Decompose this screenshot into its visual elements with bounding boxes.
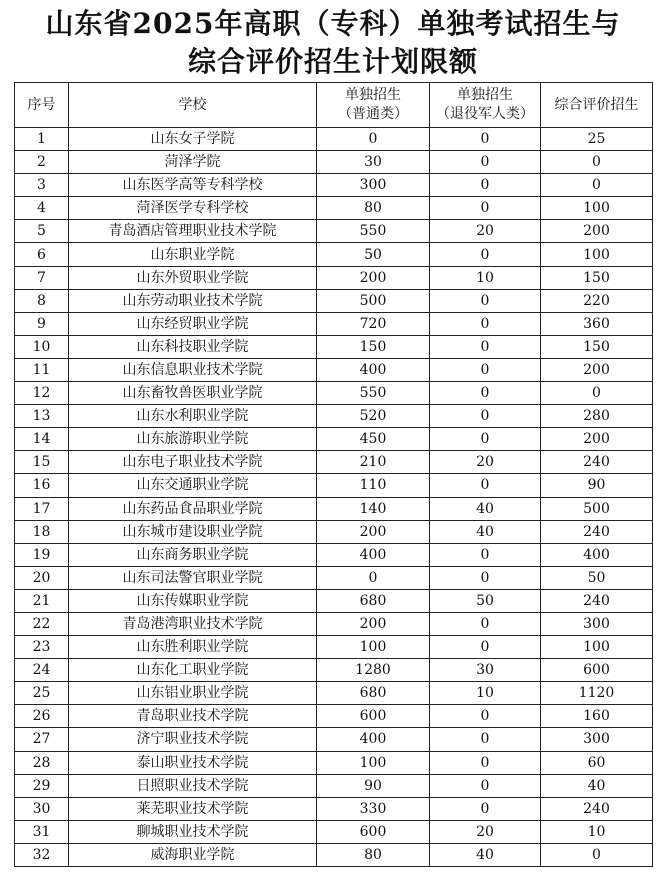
cell-single-veteran: 20 — [430, 451, 541, 474]
cell-comprehensive: 280 — [541, 405, 653, 428]
cell-no: 11 — [15, 358, 69, 381]
table-row — [15, 220, 653, 243]
table-row — [15, 543, 653, 566]
cell-single-veteran: 0 — [430, 289, 541, 312]
cell-single-general: 80 — [317, 843, 430, 866]
cell-no: 15 — [15, 451, 69, 474]
cell-single-veteran: 20 — [430, 220, 541, 243]
cell-single-general: 550 — [317, 382, 430, 405]
cell-school: 山东医学高等专科学校 — [69, 174, 317, 197]
header-comprehensive: 综合评价招生 — [541, 83, 653, 128]
cell-comprehensive: 50 — [541, 566, 653, 589]
cell-single-general: 200 — [317, 520, 430, 543]
cell-school: 日照职业技术学院 — [69, 774, 317, 797]
table-row — [15, 566, 653, 589]
cell-comprehensive: 60 — [541, 751, 653, 774]
cell-single-veteran: 40 — [430, 520, 541, 543]
header-single-veteran-line-1: 单独招生 — [457, 87, 513, 103]
table-row — [15, 266, 653, 289]
document-title-line-1: 山东省2025年高职（专科）单独考试招生与 — [45, 7, 621, 40]
cell-school: 泰山职业技术学院 — [69, 751, 317, 774]
cell-single-veteran: 10 — [430, 682, 541, 705]
cell-comprehensive: 25 — [541, 128, 653, 151]
cell-no: 8 — [15, 289, 69, 312]
cell-no: 31 — [15, 820, 69, 843]
cell-school: 山东商务职业学院 — [69, 543, 317, 566]
cell-comprehensive: 300 — [541, 612, 653, 635]
table-row — [15, 128, 653, 151]
cell-comprehensive: 220 — [541, 289, 653, 312]
cell-comprehensive: 240 — [541, 797, 653, 820]
cell-school: 青岛酒店管理职业技术学院 — [69, 220, 317, 243]
cell-single-general: 300 — [317, 174, 430, 197]
table-row — [15, 151, 653, 174]
cell-single-veteran: 0 — [430, 197, 541, 220]
cell-single-veteran: 0 — [430, 543, 541, 566]
cell-comprehensive: 0 — [541, 382, 653, 405]
table-row — [15, 358, 653, 381]
cell-school: 山东旅游职业学院 — [69, 428, 317, 451]
cell-single-general: 150 — [317, 335, 430, 358]
cell-comprehensive: 10 — [541, 820, 653, 843]
cell-single-veteran: 10 — [430, 266, 541, 289]
cell-single-veteran: 30 — [430, 659, 541, 682]
cell-comprehensive: 100 — [541, 243, 653, 266]
table-row — [15, 474, 653, 497]
cell-single-general: 500 — [317, 289, 430, 312]
cell-single-veteran: 0 — [430, 774, 541, 797]
table-row — [15, 589, 653, 612]
cell-comprehensive: 300 — [541, 728, 653, 751]
cell-comprehensive: 360 — [541, 312, 653, 335]
cell-school: 山东传媒职业学院 — [69, 589, 317, 612]
cell-school: 威海职业学院 — [69, 843, 317, 866]
cell-single-general: 90 — [317, 774, 430, 797]
cell-school: 聊城职业技术学院 — [69, 820, 317, 843]
cell-no: 19 — [15, 543, 69, 566]
cell-single-general: 30 — [317, 151, 430, 174]
header-school: 学校 — [69, 83, 317, 128]
cell-comprehensive: 600 — [541, 659, 653, 682]
cell-comprehensive: 150 — [541, 266, 653, 289]
cell-single-general: 200 — [317, 612, 430, 635]
cell-no: 28 — [15, 751, 69, 774]
cell-single-veteran: 0 — [430, 728, 541, 751]
cell-no: 18 — [15, 520, 69, 543]
cell-single-general: 210 — [317, 451, 430, 474]
cell-comprehensive: 160 — [541, 705, 653, 728]
table-row — [15, 497, 653, 520]
table-row — [15, 705, 653, 728]
cell-no: 22 — [15, 612, 69, 635]
table-row — [15, 335, 653, 358]
table-row — [15, 428, 653, 451]
cell-school: 山东铝业职业学院 — [69, 682, 317, 705]
cell-single-veteran: 0 — [430, 358, 541, 381]
cell-school: 山东科技职业学院 — [69, 335, 317, 358]
cell-no: 7 — [15, 266, 69, 289]
header-single-general-line-1: 单独招生 — [345, 87, 401, 103]
table-row — [15, 682, 653, 705]
header-single-veteran-line-2: （退役军人类） — [436, 106, 534, 122]
cell-comprehensive: 40 — [541, 774, 653, 797]
table-header-row — [15, 83, 653, 128]
cell-no: 10 — [15, 335, 69, 358]
table-row — [15, 636, 653, 659]
cell-single-veteran: 0 — [430, 382, 541, 405]
cell-single-veteran: 0 — [430, 405, 541, 428]
cell-single-veteran: 0 — [430, 151, 541, 174]
cell-single-general: 720 — [317, 312, 430, 335]
cell-single-general: 1280 — [317, 659, 430, 682]
table-row — [15, 820, 653, 843]
cell-comprehensive: 1120 — [541, 682, 653, 705]
cell-single-veteran: 0 — [430, 797, 541, 820]
cell-school: 山东经贸职业学院 — [69, 312, 317, 335]
cell-single-general: 0 — [317, 566, 430, 589]
header-single-general — [317, 83, 430, 128]
cell-no: 30 — [15, 797, 69, 820]
cell-single-general: 100 — [317, 751, 430, 774]
cell-single-veteran: 40 — [430, 497, 541, 520]
cell-school: 青岛职业技术学院 — [69, 705, 317, 728]
cell-comprehensive: 240 — [541, 589, 653, 612]
cell-school: 山东司法警官职业学院 — [69, 566, 317, 589]
cell-single-general: 100 — [317, 636, 430, 659]
cell-school: 山东畜牧兽医职业学院 — [69, 382, 317, 405]
cell-no: 3 — [15, 174, 69, 197]
cell-no: 27 — [15, 728, 69, 751]
table-row — [15, 243, 653, 266]
cell-no: 24 — [15, 659, 69, 682]
cell-school: 山东胜利职业学院 — [69, 636, 317, 659]
cell-no: 20 — [15, 566, 69, 589]
header-single-general-line-2: （普通类） — [338, 106, 408, 122]
table-row — [15, 312, 653, 335]
cell-single-general: 200 — [317, 266, 430, 289]
cell-comprehensive: 100 — [541, 636, 653, 659]
table-row — [15, 520, 653, 543]
cell-no: 16 — [15, 474, 69, 497]
cell-single-veteran: 0 — [430, 612, 541, 635]
cell-no: 32 — [15, 843, 69, 866]
cell-single-veteran: 0 — [430, 312, 541, 335]
cell-single-veteran: 0 — [430, 335, 541, 358]
cell-comprehensive: 0 — [541, 174, 653, 197]
cell-no: 21 — [15, 589, 69, 612]
cell-single-general: 400 — [317, 728, 430, 751]
cell-single-veteran: 0 — [430, 705, 541, 728]
cell-single-veteran: 0 — [430, 174, 541, 197]
table-row — [15, 289, 653, 312]
cell-no: 5 — [15, 220, 69, 243]
cell-school: 山东电子职业技术学院 — [69, 451, 317, 474]
document-title-line-2: 综合评价招生计划限额 — [187, 45, 478, 78]
cell-comprehensive: 90 — [541, 474, 653, 497]
cell-single-general: 400 — [317, 543, 430, 566]
enrollment-quota-table — [14, 82, 653, 867]
table-row — [15, 174, 653, 197]
cell-single-general: 0 — [317, 128, 430, 151]
cell-single-veteran: 0 — [430, 128, 541, 151]
cell-comprehensive: 0 — [541, 843, 653, 866]
table-row — [15, 451, 653, 474]
cell-no: 23 — [15, 636, 69, 659]
table-row — [15, 751, 653, 774]
table-row — [15, 843, 653, 866]
cell-single-veteran: 0 — [430, 636, 541, 659]
cell-school: 莱芜职业技术学院 — [69, 797, 317, 820]
cell-no: 1 — [15, 128, 69, 151]
cell-no: 25 — [15, 682, 69, 705]
table-row — [15, 197, 653, 220]
cell-no: 2 — [15, 151, 69, 174]
cell-school: 山东劳动职业技术学院 — [69, 289, 317, 312]
cell-school: 菏泽学院 — [69, 151, 317, 174]
table-row — [15, 405, 653, 428]
cell-no: 29 — [15, 774, 69, 797]
cell-single-general: 600 — [317, 705, 430, 728]
cell-single-general: 330 — [317, 797, 430, 820]
cell-comprehensive: 240 — [541, 520, 653, 543]
cell-single-veteran: 0 — [430, 566, 541, 589]
cell-single-general: 450 — [317, 428, 430, 451]
cell-single-veteran: 0 — [430, 243, 541, 266]
cell-single-general: 110 — [317, 474, 430, 497]
cell-single-general: 680 — [317, 589, 430, 612]
cell-comprehensive: 200 — [541, 358, 653, 381]
cell-single-general: 680 — [317, 682, 430, 705]
cell-no: 9 — [15, 312, 69, 335]
table-row — [15, 774, 653, 797]
cell-single-veteran: 0 — [430, 751, 541, 774]
cell-no: 13 — [15, 405, 69, 428]
cell-no: 17 — [15, 497, 69, 520]
cell-school: 山东交通职业学院 — [69, 474, 317, 497]
cell-school: 山东信息职业技术学院 — [69, 358, 317, 381]
cell-comprehensive: 200 — [541, 428, 653, 451]
table-row — [15, 659, 653, 682]
cell-school: 山东水利职业学院 — [69, 405, 317, 428]
cell-single-veteran: 20 — [430, 820, 541, 843]
table-row — [15, 382, 653, 405]
cell-comprehensive: 500 — [541, 497, 653, 520]
cell-comprehensive: 150 — [541, 335, 653, 358]
cell-comprehensive: 100 — [541, 197, 653, 220]
cell-no: 14 — [15, 428, 69, 451]
header-single-veteran — [430, 83, 541, 128]
table-row — [15, 728, 653, 751]
cell-no: 4 — [15, 197, 69, 220]
cell-comprehensive: 200 — [541, 220, 653, 243]
header-no: 序号 — [15, 83, 69, 128]
table-row — [15, 612, 653, 635]
cell-school: 山东外贸职业学院 — [69, 266, 317, 289]
cell-school: 山东女子学院 — [69, 128, 317, 151]
cell-school: 山东职业学院 — [69, 243, 317, 266]
cell-school: 济宁职业技术学院 — [69, 728, 317, 751]
cell-single-general: 520 — [317, 405, 430, 428]
cell-single-veteran: 0 — [430, 428, 541, 451]
cell-no: 6 — [15, 243, 69, 266]
cell-single-veteran: 50 — [430, 589, 541, 612]
cell-single-general: 550 — [317, 220, 430, 243]
cell-school: 菏泽医学专科学校 — [69, 197, 317, 220]
cell-comprehensive: 240 — [541, 451, 653, 474]
cell-single-general: 400 — [317, 358, 430, 381]
cell-single-general: 50 — [317, 243, 430, 266]
cell-single-veteran: 40 — [430, 843, 541, 866]
cell-single-general: 600 — [317, 820, 430, 843]
cell-single-veteran: 0 — [430, 474, 541, 497]
cell-single-general: 80 — [317, 197, 430, 220]
cell-school: 山东城市建设职业学院 — [69, 520, 317, 543]
cell-single-general: 140 — [317, 497, 430, 520]
cell-comprehensive: 400 — [541, 543, 653, 566]
cell-school: 山东药品食品职业学院 — [69, 497, 317, 520]
cell-comprehensive: 0 — [541, 151, 653, 174]
cell-school: 山东化工职业学院 — [69, 659, 317, 682]
cell-no: 26 — [15, 705, 69, 728]
cell-no: 12 — [15, 382, 69, 405]
table-row — [15, 797, 653, 820]
cell-school: 青岛港湾职业技术学院 — [69, 612, 317, 635]
